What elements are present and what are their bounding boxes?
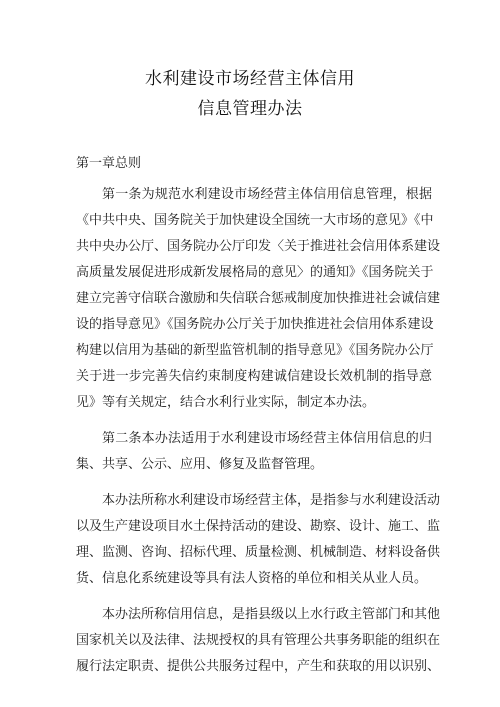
text-line: 货、信息化系统建设等具有法人资格的单位和相关从业人员。 (76, 571, 428, 586)
text-line: 理、监测、咨询、招标代理、质量检测、机械制造、材料设备供 (76, 545, 441, 560)
text-line: 建立完善守信联合激励和失信联合惩戒制度加快推进社会诚信建 (76, 291, 441, 306)
document-title-line-1: 水利建设市场经营主体信用 (145, 69, 355, 89)
text-line: 见》等有关规定，结合水利行业实际，制定本办法。 (76, 395, 376, 410)
text-line: 共中央办公厅、国务院办公厅印发〈关于推进社会信用体系建设 (76, 239, 441, 254)
text-line: 集、共享、公示、应用、修复及监督管理。 (76, 457, 324, 472)
text-line: 本办法所称信用信息，是指县级以上水行政主管部门和其他 (102, 607, 441, 622)
text-line: 高质量发展促进形成新发展格局的意见〉的通知》《国务院关于 (76, 265, 434, 280)
text-line: 以及生产建设项目水土保持活动的建设、勘察、设计、施工、监 (76, 519, 441, 534)
text-line: 本办法所称水利建设市场经营主体，是指参与水利建设活动 (102, 493, 441, 508)
text-line: 设的指导意见》《国务院办公厅关于加快推进社会信用体系建设 (76, 317, 434, 332)
text-line: 关于进一步完善失信约束制度构建诚信建设长效机制的指导意 (76, 369, 432, 384)
text-line: 第一条为规范水利建设市场经营主体信用信息管理，根据 (102, 187, 432, 202)
text-line: 第二条本办法适用于水利建设市场经营主体信用信息的归 (102, 431, 432, 446)
text-line: 国家机关以及法律、法规授权的具有管理公共事务职能的组织在 (76, 633, 441, 648)
text-line: 履行法定职责、提供公共服务过程中，产生和获取的用以识别、 (76, 659, 441, 674)
text-line: 《中共中央、国务院关于加快建设全国统一大市场的意见》《中 (76, 213, 434, 228)
chapter-heading: 第一章总则 (76, 156, 142, 171)
text-line: 构建以信用为基础的新型监管机制的指导意见》《国务院办公厅 (76, 343, 434, 358)
document-title-line-2: 信息管理办法 (197, 99, 303, 119)
